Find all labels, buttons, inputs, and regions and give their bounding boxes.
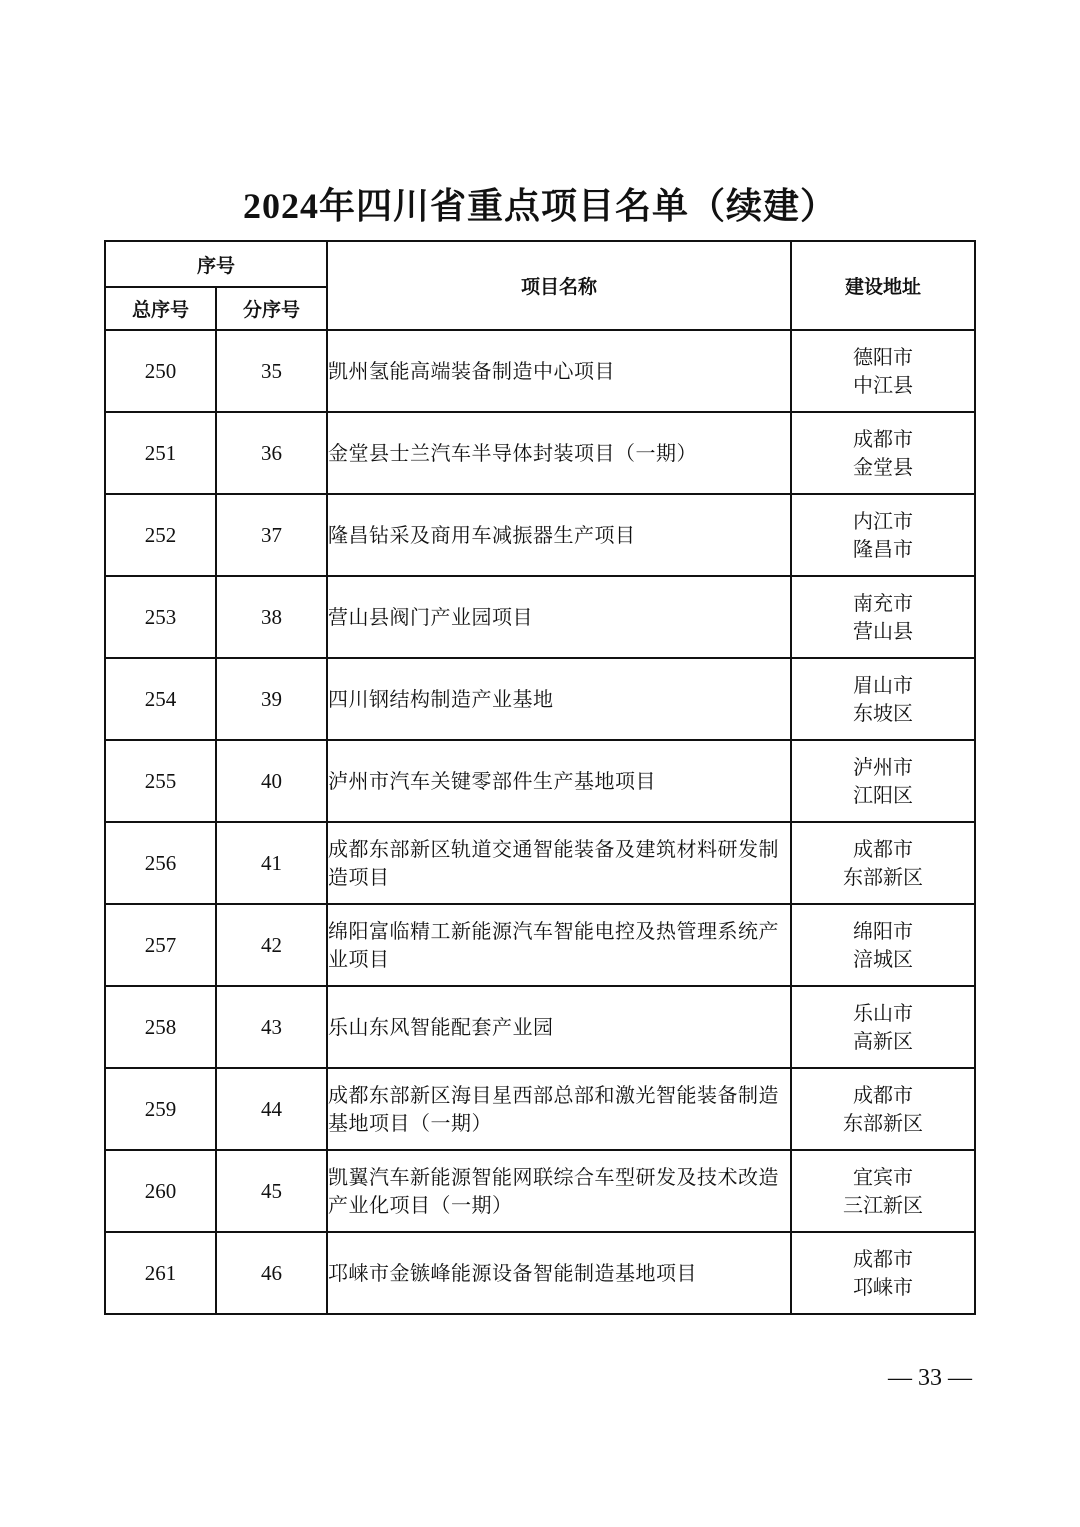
table-row	[105, 986, 975, 1068]
sub-seq-cell: 40	[216, 740, 327, 822]
location-city: 成都市	[853, 1247, 914, 1271]
location-city: 成都市	[853, 837, 914, 861]
header-seq-group: 序号	[105, 241, 327, 287]
project-name-cell: 成都东部新区轨道交通智能装备及建筑材料研发制造项目	[327, 822, 791, 904]
sub-seq-cell: 35	[216, 330, 327, 412]
page-title: 2024年四川省重点项目名单（续建）	[242, 186, 837, 226]
location-district: 金堂县	[853, 455, 914, 479]
total-seq-cell: 253	[105, 576, 216, 658]
location-cell	[791, 412, 975, 494]
project-name-cell: 成都东部新区海目星西部总部和激光智能装备制造基地项目（一期）	[327, 1068, 791, 1150]
sub-seq-cell: 46	[216, 1232, 327, 1314]
location-district: 中江县	[853, 373, 914, 397]
location-city: 成都市	[853, 1083, 914, 1107]
location-cell	[791, 1068, 975, 1150]
sub-seq-cell: 41	[216, 822, 327, 904]
sub-seq-cell: 45	[216, 1150, 327, 1232]
location-district: 涪城区	[853, 947, 914, 971]
project-name-cell: 乐山东风智能配套产业园	[327, 986, 791, 1068]
project-name-cell: 泸州市汽车关键零部件生产基地项目	[327, 740, 791, 822]
sub-seq-cell: 36	[216, 412, 327, 494]
sub-seq-cell: 44	[216, 1068, 327, 1150]
table-row	[105, 822, 975, 904]
sub-seq-cell: 37	[216, 494, 327, 576]
location-cell	[791, 576, 975, 658]
location-district: 三江新区	[843, 1193, 924, 1217]
table-row	[105, 904, 975, 986]
total-seq-cell: 259	[105, 1068, 216, 1150]
header-project-name: 项目名称	[327, 241, 791, 330]
location-cell	[791, 822, 975, 904]
total-seq-cell: 250	[105, 330, 216, 412]
location-district: 高新区	[853, 1029, 914, 1053]
location-cell	[791, 330, 975, 412]
total-seq-cell: 258	[105, 986, 216, 1068]
sub-seq-cell: 42	[216, 904, 327, 986]
location-district: 东坡区	[853, 701, 914, 725]
table-row	[105, 1150, 975, 1232]
table-row	[105, 740, 975, 822]
project-name-cell: 营山县阀门产业园项目	[327, 576, 791, 658]
table-row	[105, 1232, 975, 1314]
page-number: — 33 —	[888, 1365, 972, 1391]
location-city: 德阳市	[853, 345, 914, 369]
total-seq-cell: 251	[105, 412, 216, 494]
location-cell	[791, 904, 975, 986]
location-district: 东部新区	[843, 1111, 924, 1135]
location-city: 宜宾市	[853, 1165, 914, 1189]
project-name-cell: 金堂县士兰汽车半导体封装项目（一期）	[327, 412, 791, 494]
location-cell	[791, 986, 975, 1068]
location-district: 江阳区	[853, 783, 914, 807]
table-row	[105, 658, 975, 740]
header-total-seq: 总序号	[105, 287, 216, 330]
location-city: 成都市	[853, 427, 914, 451]
total-seq-cell: 252	[105, 494, 216, 576]
location-cell	[791, 658, 975, 740]
location-city: 乐山市	[853, 1001, 914, 1025]
location-district: 邛崃市	[853, 1275, 914, 1299]
total-seq-cell: 254	[105, 658, 216, 740]
location-city: 泸州市	[853, 755, 914, 779]
project-name-cell: 凯翼汽车新能源智能网联综合车型研发及技术改造产业化项目（一期）	[327, 1150, 791, 1232]
header-location: 建设地址	[791, 241, 975, 330]
location-cell	[791, 1232, 975, 1314]
location-city: 眉山市	[853, 673, 914, 697]
total-seq-cell: 257	[105, 904, 216, 986]
sub-seq-cell: 43	[216, 986, 327, 1068]
project-table	[104, 240, 976, 1315]
project-name-cell: 隆昌钻采及商用车减振器生产项目	[327, 494, 791, 576]
location-city: 内江市	[853, 509, 914, 533]
total-seq-cell: 261	[105, 1232, 216, 1314]
sub-seq-cell: 39	[216, 658, 327, 740]
table-row	[105, 1068, 975, 1150]
header-sub-seq: 分序号	[216, 287, 327, 330]
location-city: 南充市	[853, 591, 914, 615]
project-name-cell: 邛崃市金镞峰能源设备智能制造基地项目	[327, 1232, 791, 1314]
table-row	[105, 494, 975, 576]
table-row	[105, 330, 975, 412]
project-name-cell: 凯州氢能高端装备制造中心项目	[327, 330, 791, 412]
location-cell	[791, 1150, 975, 1232]
project-name-cell: 绵阳富临精工新能源汽车智能电控及热管理系统产业项目	[327, 904, 791, 986]
location-district: 隆昌市	[853, 537, 914, 561]
table-row	[105, 412, 975, 494]
table-row	[105, 576, 975, 658]
sub-seq-cell: 38	[216, 576, 327, 658]
location-city: 绵阳市	[853, 919, 914, 943]
location-cell	[791, 494, 975, 576]
project-name-cell: 四川钢结构制造产业基地	[327, 658, 791, 740]
location-cell	[791, 740, 975, 822]
total-seq-cell: 260	[105, 1150, 216, 1232]
location-district: 营山县	[853, 619, 914, 643]
location-district: 东部新区	[843, 865, 924, 889]
total-seq-cell: 255	[105, 740, 216, 822]
total-seq-cell: 256	[105, 822, 216, 904]
